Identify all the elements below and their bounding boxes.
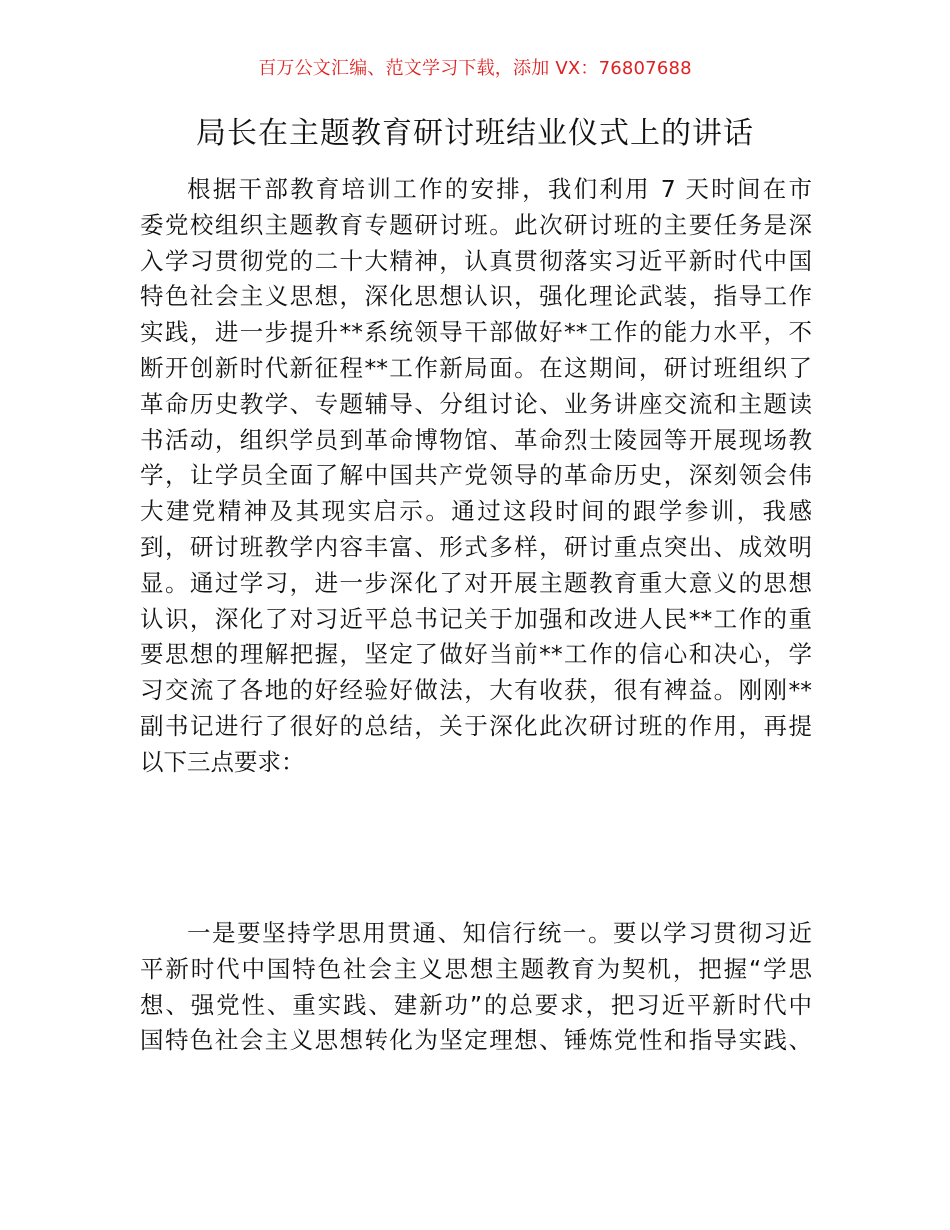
paragraph-line: 平新时代中国特色社会主义思想主题教育为契机，把握“学思 (140, 954, 812, 983)
paragraph-line: 大建党精神及其现实启示。通过这段时间的跟学参训，我感 (140, 497, 812, 526)
paragraph-line: 认识，深化了对习近平总书记关于加强和改进人民**工作的重 (140, 604, 812, 633)
paragraph-line: 国特色社会主义思想转化为坚定理想、锤炼党性和指导实践、 (140, 1026, 812, 1055)
paragraph-line: 特色社会主义思想，深化思想认识，强化理论武装，指导工作 (140, 282, 812, 311)
paragraph-line: 习交流了各地的好经验好做法，大有收获，很有裨益。刚刚** (140, 676, 812, 705)
paragraph-point-one (140, 916, 812, 1059)
paragraph-line: 副书记进行了很好的总结，关于深化此次研讨班的作用，再提 (140, 711, 812, 740)
paragraph-intro (140, 172, 812, 781)
paragraph-line: 根据干部教育培训工作的安排，我们利用 7 天时间在市 (187, 175, 812, 203)
paragraph-line: 要思想的理解把握，坚定了做好当前**工作的信心和决心，学 (140, 640, 812, 669)
paragraph-line: 到，研讨班教学内容丰富、形式多样，研讨重点突出、成效明 (140, 532, 812, 561)
watermark-header: 百万公文汇编、范文学习下载，添加 VX：76807688 (258, 58, 692, 79)
paragraph-line: 革命历史教学、专题辅导、分组讨论、业务讲座交流和主题读 (140, 389, 812, 418)
paragraph-line: 断开创新时代新征程**工作新局面。在这期间，研讨班组织了 (140, 353, 812, 382)
paragraph-line: 委党校组织主题教育专题研讨班。此次研讨班的主要任务是深 (140, 210, 812, 239)
paragraph-line: 入学习贯彻党的二十大精神，认真贯彻落实习近平新时代中国 (140, 246, 812, 275)
paragraph-line: 书活动，组织学员到革命博物馆、革命烈士陵园等开展现场教 (140, 425, 812, 454)
paragraph-line: 想、强党性、重实践、建新功”的总要求，把习近平新时代中 (140, 990, 812, 1019)
document-title: 局长在主题教育研讨班结业仪式上的讲话 (196, 116, 754, 151)
paragraph-line: 显。通过学习，进一步深化了对开展主题教育重大意义的思想 (140, 568, 812, 597)
paragraph-line: 学，让学员全面了解中国共产党领导的革命历史，深刻领会伟 (140, 461, 812, 490)
paragraph-line: 以下三点要求： (140, 747, 305, 776)
paragraph-line: 实践，进一步提升**系统领导干部做好**工作的能力水平，不 (140, 318, 812, 347)
paragraph-line: 一是要坚持学思用贯通、知信行统一。要以学习贯彻习近 (187, 919, 812, 947)
